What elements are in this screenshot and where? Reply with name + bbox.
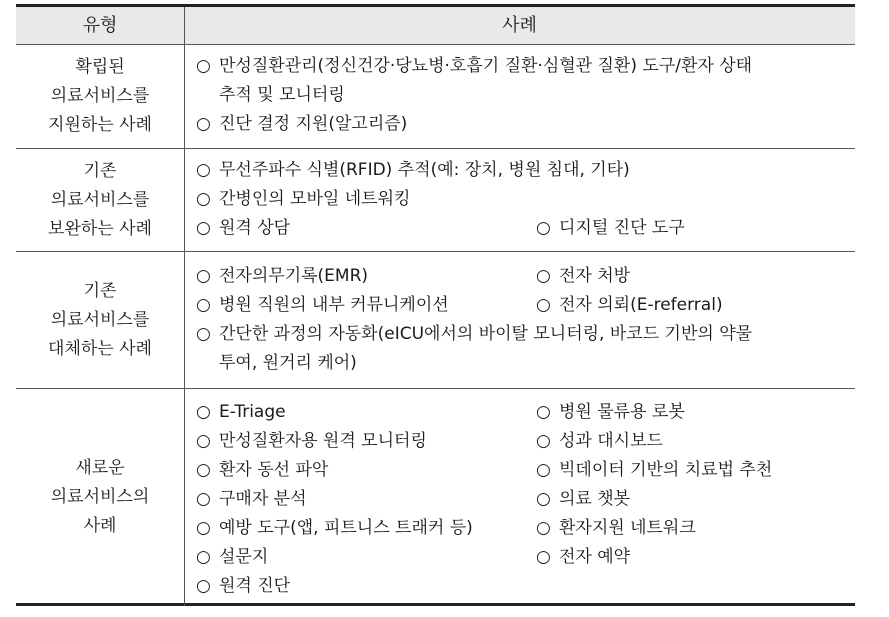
list-item: ○ 간병인의 모바일 네트워킹 [196,185,410,214]
type-cell [16,45,184,148]
case-cell [196,252,851,388]
bullet-icon: ○ [536,266,551,286]
healthcare-service-table [16,4,855,606]
type-line: 새로운 [75,458,125,478]
list-item: ○ 원격 상담 [196,214,290,243]
bullet-icon: ○ [196,218,211,238]
bullet-icon: ○ [196,402,211,422]
type-cell [16,389,184,606]
bullet-icon: ○ [196,576,211,596]
bullet-icon: ○ [536,402,551,422]
table-row [16,45,855,149]
bullet-icon: ○ [196,160,211,180]
case-cell [196,149,851,251]
list-item: ○ E-Triage [196,398,286,427]
bullet-icon: ○ [536,431,551,451]
list-item: ○ 진단 결정 지원(알고리즘) [196,110,407,139]
type-line: 기존 [83,160,117,181]
table-row [16,252,855,389]
list-item: ○ 환자지원 네트워크 [536,514,696,543]
list-item: ○ 전자 예약 [536,543,630,572]
list-item: ○ 병원 직원의 내부 커뮤니케이션 [196,291,449,320]
type-line: 의료서비스의 [50,487,150,507]
list-item: ○ 디지털 진단 도구 [536,214,685,243]
list-item: ○ 전자 처방 [536,262,630,291]
bullet-icon: ○ [536,489,551,509]
type-line: 보완하는 사례 [48,218,152,239]
bullet-icon: ○ [196,460,211,480]
header-case: 사례 [502,15,537,36]
list-item: ○ 만성질환관리(정신건강·당뇨병·호흡기 질환·심혈관 질환) 도구/환자 상태 [196,52,752,81]
list-item: ○ 성과 대시보드 [536,427,663,456]
bullet-icon: ○ [196,431,211,451]
type-line: 기존 [83,280,117,301]
list-item: ○ 전자의무기록(EMR) [196,262,368,291]
type-line: 의료서비스를 [50,189,150,210]
bullet-icon: ○ [196,266,211,286]
list-item-continuation: 투여, 원거리 케어) [219,353,357,373]
list-item: ○ 간단한 과정의 자동화(eICU에서의 바이탈 모니터링, 바코드 기반의 약물 [196,320,752,349]
bullet-icon: ○ [536,218,551,238]
list-item: ○ 만성질환자용 원격 모니터링 [196,427,427,456]
type-line: 의료서비스를 [50,309,150,330]
type-line: 사례 [83,516,117,536]
type-line: 지원하는 사례 [48,115,152,135]
list-item: ○ 병원 물류용 로봇 [536,398,685,427]
bullet-icon: ○ [196,56,211,76]
type-line: 확립된 [75,57,125,77]
list-item: ○ 예방 도구(앱, 피트니스 트래커 등) [196,514,473,543]
bullet-icon: ○ [196,489,211,509]
bullet-icon: ○ [536,547,551,567]
list-item: ○ 환자 동선 파악 [196,456,328,485]
bullet-icon: ○ [536,518,551,538]
column-divider [184,7,185,606]
table-header [16,7,855,45]
list-item: ○ 구매자 분석 [196,485,307,514]
list-item: ○ 설문지 [196,543,268,572]
table-row [16,149,855,252]
type-cell [16,149,184,251]
case-cell [196,45,851,148]
list-item: ○ 무선주파수 식별(RFID) 추적(예: 장치, 병원 침대, 기타) [196,156,630,185]
bullet-icon: ○ [196,114,211,134]
bullet-icon: ○ [196,547,211,567]
bullet-icon: ○ [536,460,551,480]
list-item: ○ 원격 진단 [196,572,290,601]
table-row [16,389,855,606]
bullet-icon: ○ [196,189,211,209]
type-line: 대체하는 사례 [48,338,152,359]
list-item: ○ 의료 챗봇 [536,485,630,514]
bullet-icon: ○ [196,295,211,315]
bullet-icon: ○ [196,324,211,344]
list-item-continuation: 추적 및 모니터링 [219,85,345,105]
case-cell [196,389,851,606]
type-line: 의료서비스를 [50,86,150,106]
type-cell [16,252,184,388]
list-item: ○ 전자 의뢰(E-referral) [536,291,723,320]
bullet-icon: ○ [536,295,551,315]
header-type: 유형 [82,15,118,36]
bullet-icon: ○ [196,518,211,538]
list-item: ○ 빅데이터 기반의 치료법 추천 [536,456,772,485]
